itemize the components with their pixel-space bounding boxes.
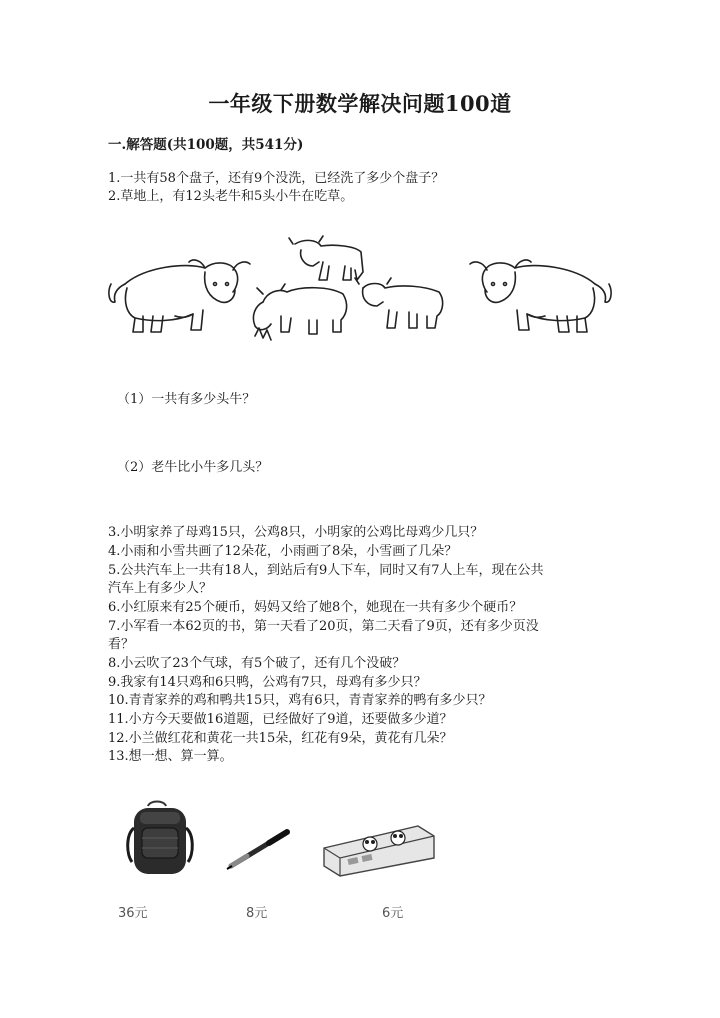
- question-5: 5.公共汽车上一共有18人，到站后有9人下车，同时又有7人上车，现在公共: [108, 563, 544, 578]
- price-pen: 8元: [246, 906, 268, 921]
- question-7-cont: 看？: [108, 637, 135, 652]
- question-6: 6.小红原来有25个硬币，妈妈又给了她8个，她现在一共有多少个硬币？: [108, 600, 523, 615]
- price-pencil-case: 6元: [382, 906, 404, 921]
- calf-grazing-icon: [253, 284, 346, 340]
- ox-left-icon: [109, 260, 250, 332]
- subquestion-2: （2）老牛比小牛多几头？: [117, 460, 269, 475]
- question-1: 1.一共有58个盘子，还有9个没洗，已经洗了多少个盘子？: [108, 171, 445, 186]
- question-9: 9.我家有14只鸡和6只鸭，公鸡有7只，母鸡有多少只？: [108, 675, 427, 690]
- backpack-icon: [120, 798, 200, 880]
- pencil-case-icon: [318, 818, 438, 878]
- question-8: 8.小云吹了23个气球，有5个破了，还有几个没破？: [108, 656, 406, 671]
- question-13: 13.想一想、算一算。: [108, 749, 233, 764]
- ox-right-icon: [470, 260, 611, 332]
- page-title: 一年级下册数学解决问题100道: [208, 91, 512, 116]
- calf-right-icon: [355, 278, 443, 328]
- pen-icon: [225, 824, 295, 872]
- question-7: 7.小军看一本62页的书，第一天看了20页，第二天看了9页，还有多少页没: [108, 619, 539, 634]
- calf-top-icon: [289, 236, 363, 280]
- question-2: 2.草地上，有12头老牛和5头小牛在吃草。: [108, 189, 354, 204]
- section-heading: 一.解答题(共100题，共541分): [108, 137, 304, 153]
- question-12: 12.小兰做红花和黄花一共15朵，红花有9朵，黄花有几朵？: [108, 731, 453, 746]
- question-3: 3.小明家养了母鸡15只，公鸡8只，小明家的公鸡比母鸡少几只？: [108, 525, 484, 540]
- question-5-cont: 汽车上有多少人？: [108, 581, 213, 596]
- question-11: 11.小方今天要做16道题，已经做好了9道，还要做多少道？: [108, 712, 453, 727]
- cattle-illustration: [105, 232, 617, 357]
- price-backpack: 36元: [118, 906, 148, 921]
- question-10: 10.青青家养的鸡和鸭共15只，鸡有6只，青青家养的鸭有多少只？: [108, 693, 492, 708]
- question-4: 4.小雨和小雪共画了12朵花，小雨画了8朵，小雪画了几朵？: [108, 544, 458, 559]
- subquestion-1: （1）一共有多少头牛？: [117, 392, 256, 407]
